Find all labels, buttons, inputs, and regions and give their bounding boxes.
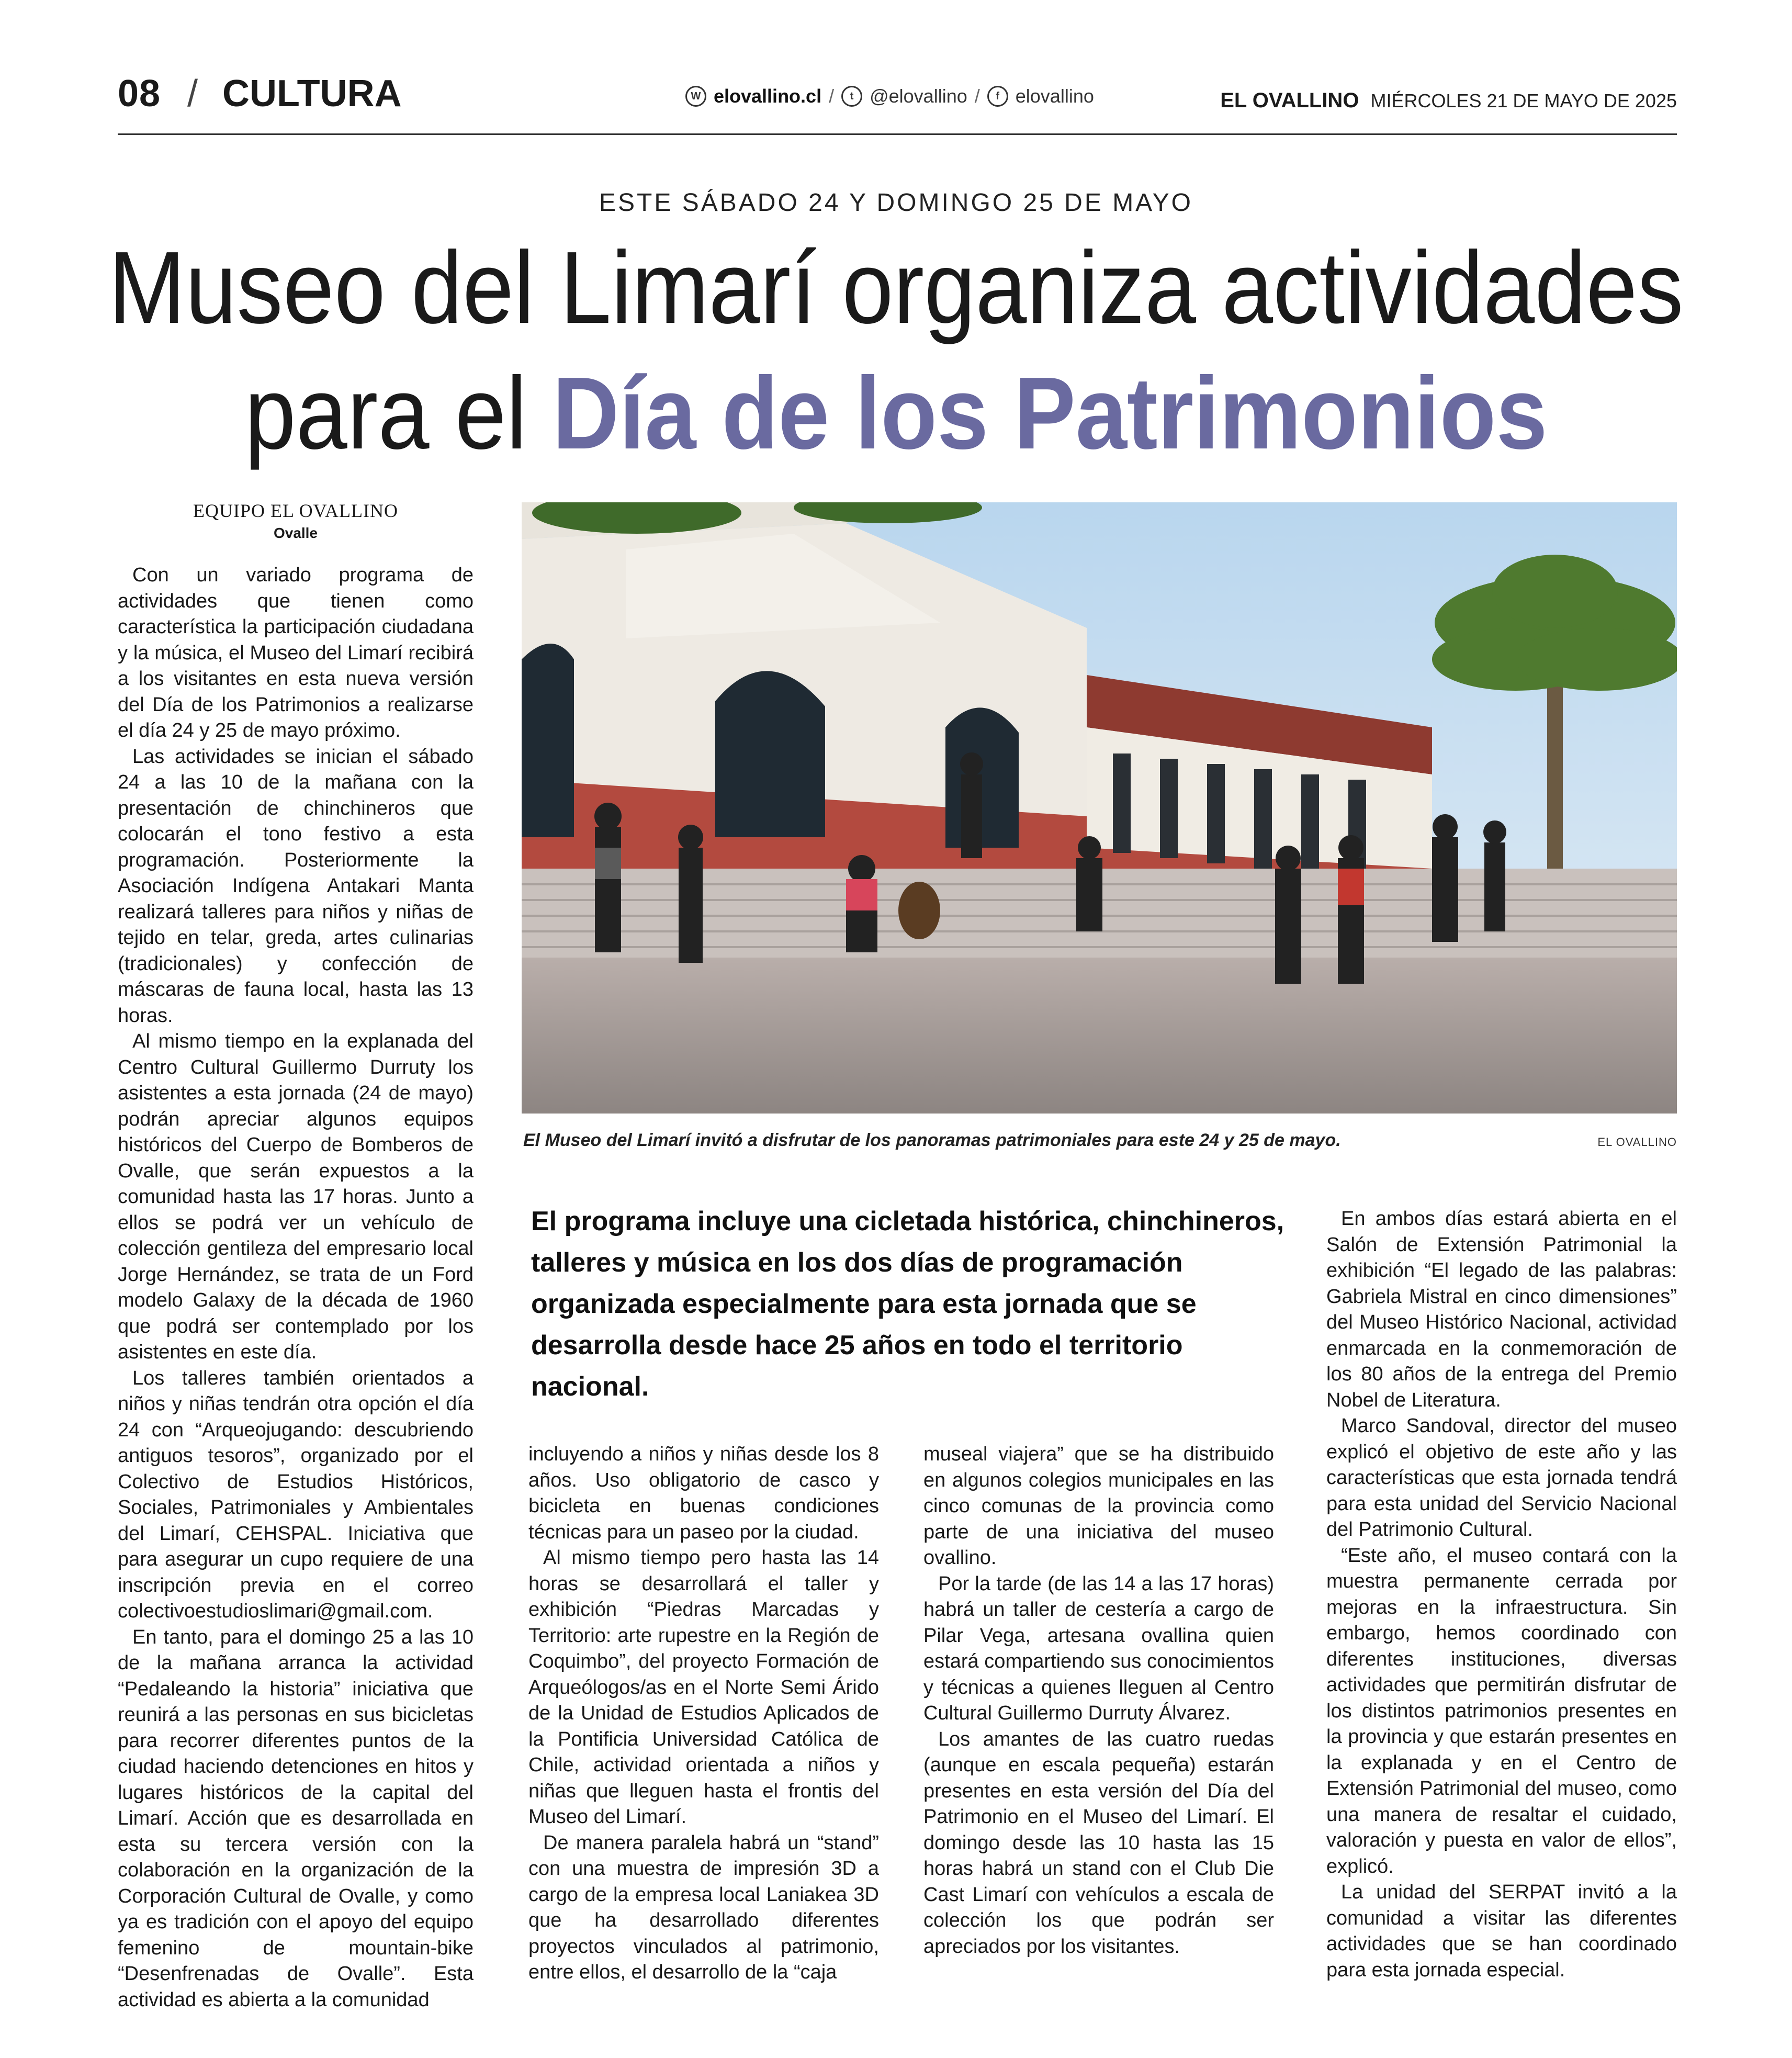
twitter-handle[interactable]: @elovallino <box>870 85 967 107</box>
twitter-icon: t <box>841 86 862 107</box>
page-number: 08 <box>118 73 161 115</box>
paragraph: La unidad del SERPAT invitó a la comunidad a visitar las diferentes actividades que se han coordinado para esta jornada especial. <box>1326 1881 1677 1981</box>
newspaper-name: EL OVALLINO <box>1220 89 1359 112</box>
header-separator: / <box>829 85 835 107</box>
paragraph: Marco Sandoval, director del museo explicó el objetivo de este año y las características que esta jornada tendrá para esta unidad del Servicio Nacional del Patrimonio Cultural. <box>1326 1415 1677 1540</box>
article-photo <box>522 502 1677 1114</box>
section-name: CULTURA <box>222 73 402 115</box>
paragraph: Por la tarde (de las 14 a las 17 horas) habrá un taller de cestería a cargo de Pilar Vega, artesana ovallina quien estará compartiendo sus conocimientos y técnicas a quienes lleguen al Centro Cultural Guillermo Durruty Álvarez. <box>923 1572 1274 1724</box>
paragraph: Los amantes de las cuatro ruedas (aunque en escala pequeña) estarán presentes en esta versión del Día del Patrimonio en el Museo del Limarí. El domingo desde las 10 hasta las 15 horas habrá un stand con el Club Die Cast Limarí con vehículos a escala de colección los que podrán ser apreciados por los visitantes. <box>923 1728 1274 1958</box>
header-rule <box>118 133 1677 135</box>
article-column-3 <box>923 1442 1274 1960</box>
paragraph: “Este año, el museo contará con la muestra permanente cerrada por mejoras en la infraestructura. Sin embargo, hemos coordinado con diferentes instituciones, diversas actividades que permitirán disfrutar de los distintos patrimonios presentes en la provincia y que estarán presentes en la explanada y en el Centro de Extensión Patrimonial del museo, como una manera de resaltar el cuidado, valoración y puesta en valor de ellos”, explicó. <box>1326 1544 1677 1877</box>
article-column-4 <box>1326 1206 1677 1983</box>
headline-line-2 <box>89 356 1703 471</box>
paragraph: museal viajera” que se ha distribuido en algunos colegios municipales en las cinco comunas de la provincia como parte de una iniciativa del museo ovallino. <box>923 1443 1274 1569</box>
www-icon: W <box>685 86 706 107</box>
article-column-1 <box>118 563 474 2013</box>
header-separator: / <box>974 85 980 107</box>
paragraph: De manera paralela habrá un “stand” con una muestra de impresión 3D a cargo de la empresa local Laniakea 3D que ha desarrollado diferentes proyectos vinculados al patrimonio, entre ellos, el desarrollo de la “caja <box>528 1831 879 1983</box>
facebook-icon: f <box>987 86 1008 107</box>
photo-credit: EL OVALLINO <box>1597 1135 1677 1149</box>
pull-quote: El programa incluye una cicletada histórica, chinchineros, talleres y música en los dos días de programación organizada especialmente para esta jornada que se desarrolla desde hace 25 años en todo el territorio nacional. <box>531 1206 1284 1402</box>
paragraph: Al mismo tiempo pero hasta las 14 horas se desarrollará el taller y exhibición “Piedras Marcadas y Territorio: arte rupestre en la Región de Coquimbo”, del proyecto Formación de Arqueólogos/as en el Norte Semi Árido de la Unidad de Estudios Aplicados de la Pontificia Universidad Católica de Chile, actividad orientada a niños y niñas que lleguen hasta el frontis del Museo del Limarí. <box>528 1547 879 1828</box>
paragraph: Al mismo tiempo en la explanada del Centro Cultural Guillermo Durruty los asistentes a esta jornada (24 de mayo) podrán apreciar algunos equipos históricos del Cuerpo de Bomberos de Ovalle, que serán expuestos a la comunidad hasta las 17 horas. Junto a ellos se podrá ver un vehículo de colección gentileza del empresario local Jorge Hernández, se trata de un Ford modelo Galaxy de la década de 1960 que podrá ser contemplado por los asistentes en este día. <box>118 1030 474 1363</box>
paragraph: incluyendo a niños y niñas desde los 8 años. Uso obligatorio de casco y bicicleta en buenas condiciones técnicas para un paseo por la ciudad. <box>528 1443 879 1543</box>
paragraph: En ambos días estará abierta en el Salón de Extensión Patrimonial la exhibición “El legado de las palabras: Gabriela Mistral en cinco dimensiones” del Museo Histórico Nacional, actividad enmarcada en la conmemoración de los 80 años de la entrega del Premio Nobel de Literatura. <box>1326 1208 1677 1411</box>
header-masthead <box>1220 89 1677 113</box>
facebook-handle[interactable]: elovallino <box>1015 85 1094 107</box>
headline-plain: para el <box>244 356 553 470</box>
article-kicker: ESTE SÁBADO 24 Y DOMINGO 25 DE MAYO <box>599 189 1193 217</box>
paragraph: Los talleres también orientados a niños y niñas tendrán otra opción el día 24 con “Arqueojugando: descubriendo antiguos tesoros”, organizado por el Colectivo de Estudios Históricos, Sociales, Patrimoniales y Ambientales del Limarí, CEHSPAL. Iniciativa que para asegurar un cupo requiere de una inscripción previa en el correo colectivoestudioslimari@gmail.com. <box>118 1367 474 1622</box>
byline: EQUIPO EL OVALLINO <box>193 500 398 521</box>
header-slash: / <box>187 73 198 115</box>
photo-caption: El Museo del Limarí invitó a disfrutar de los panoramas patrimoniales para este 24 y 25 de mayo. <box>523 1130 1341 1150</box>
paragraph: Con un variado programa de actividades que tienen como característica la participación ciudadana y la música, el Museo del Limarí recibirá a los visitantes en esta nueva versión del Día de los Patrimonios a realizarse el día 24 y 25 de mayo próximo. <box>118 564 474 741</box>
issue-date: MIÉRCOLES 21 DE MAYO DE 2025 <box>1370 90 1677 111</box>
dateline-place: Ovalle <box>273 525 318 541</box>
paragraph: Las actividades se inician el sábado 24 a las 10 de la mañana con la presentación de chinchineros que colocarán el tono festivo a esta programación. Posteriormente la Asociación Indígena Antakari Manta realizará talleres para niños y niñas de tejido en telar, greda, artes culinarias (tradicionales) y confección de máscaras de fauna local, hasta las 13 horas. <box>118 745 474 1027</box>
site-link[interactable]: elovallino.cl <box>714 85 822 107</box>
paragraph: En tanto, para el domingo 25 a las 10 de la mañana arranca la actividad “Pedaleando la historia” iniciativa que reunirá a las personas en sus bicicletas para recorrer diferentes puntos de la ciudad haciendo detenciones en hitos y lugares históricos de la capital del Limarí. Acción que es desarrollada en esta su tercera versión con la colaboración en la organización de la Corporación Cultural de Ovalle, y como ya es tradición con el apoyo del equipo femenino de mountain-bike “Desenfrenadas de Ovalle”. Esta actividad es abierta a la comunidad <box>118 1626 474 2011</box>
article-column-2 <box>528 1442 879 1986</box>
header-social <box>685 85 1094 107</box>
headline-line-1: Museo del Limarí organiza actividades <box>108 230 1684 345</box>
headline-highlight: Día de los Patrimonios <box>552 356 1548 470</box>
